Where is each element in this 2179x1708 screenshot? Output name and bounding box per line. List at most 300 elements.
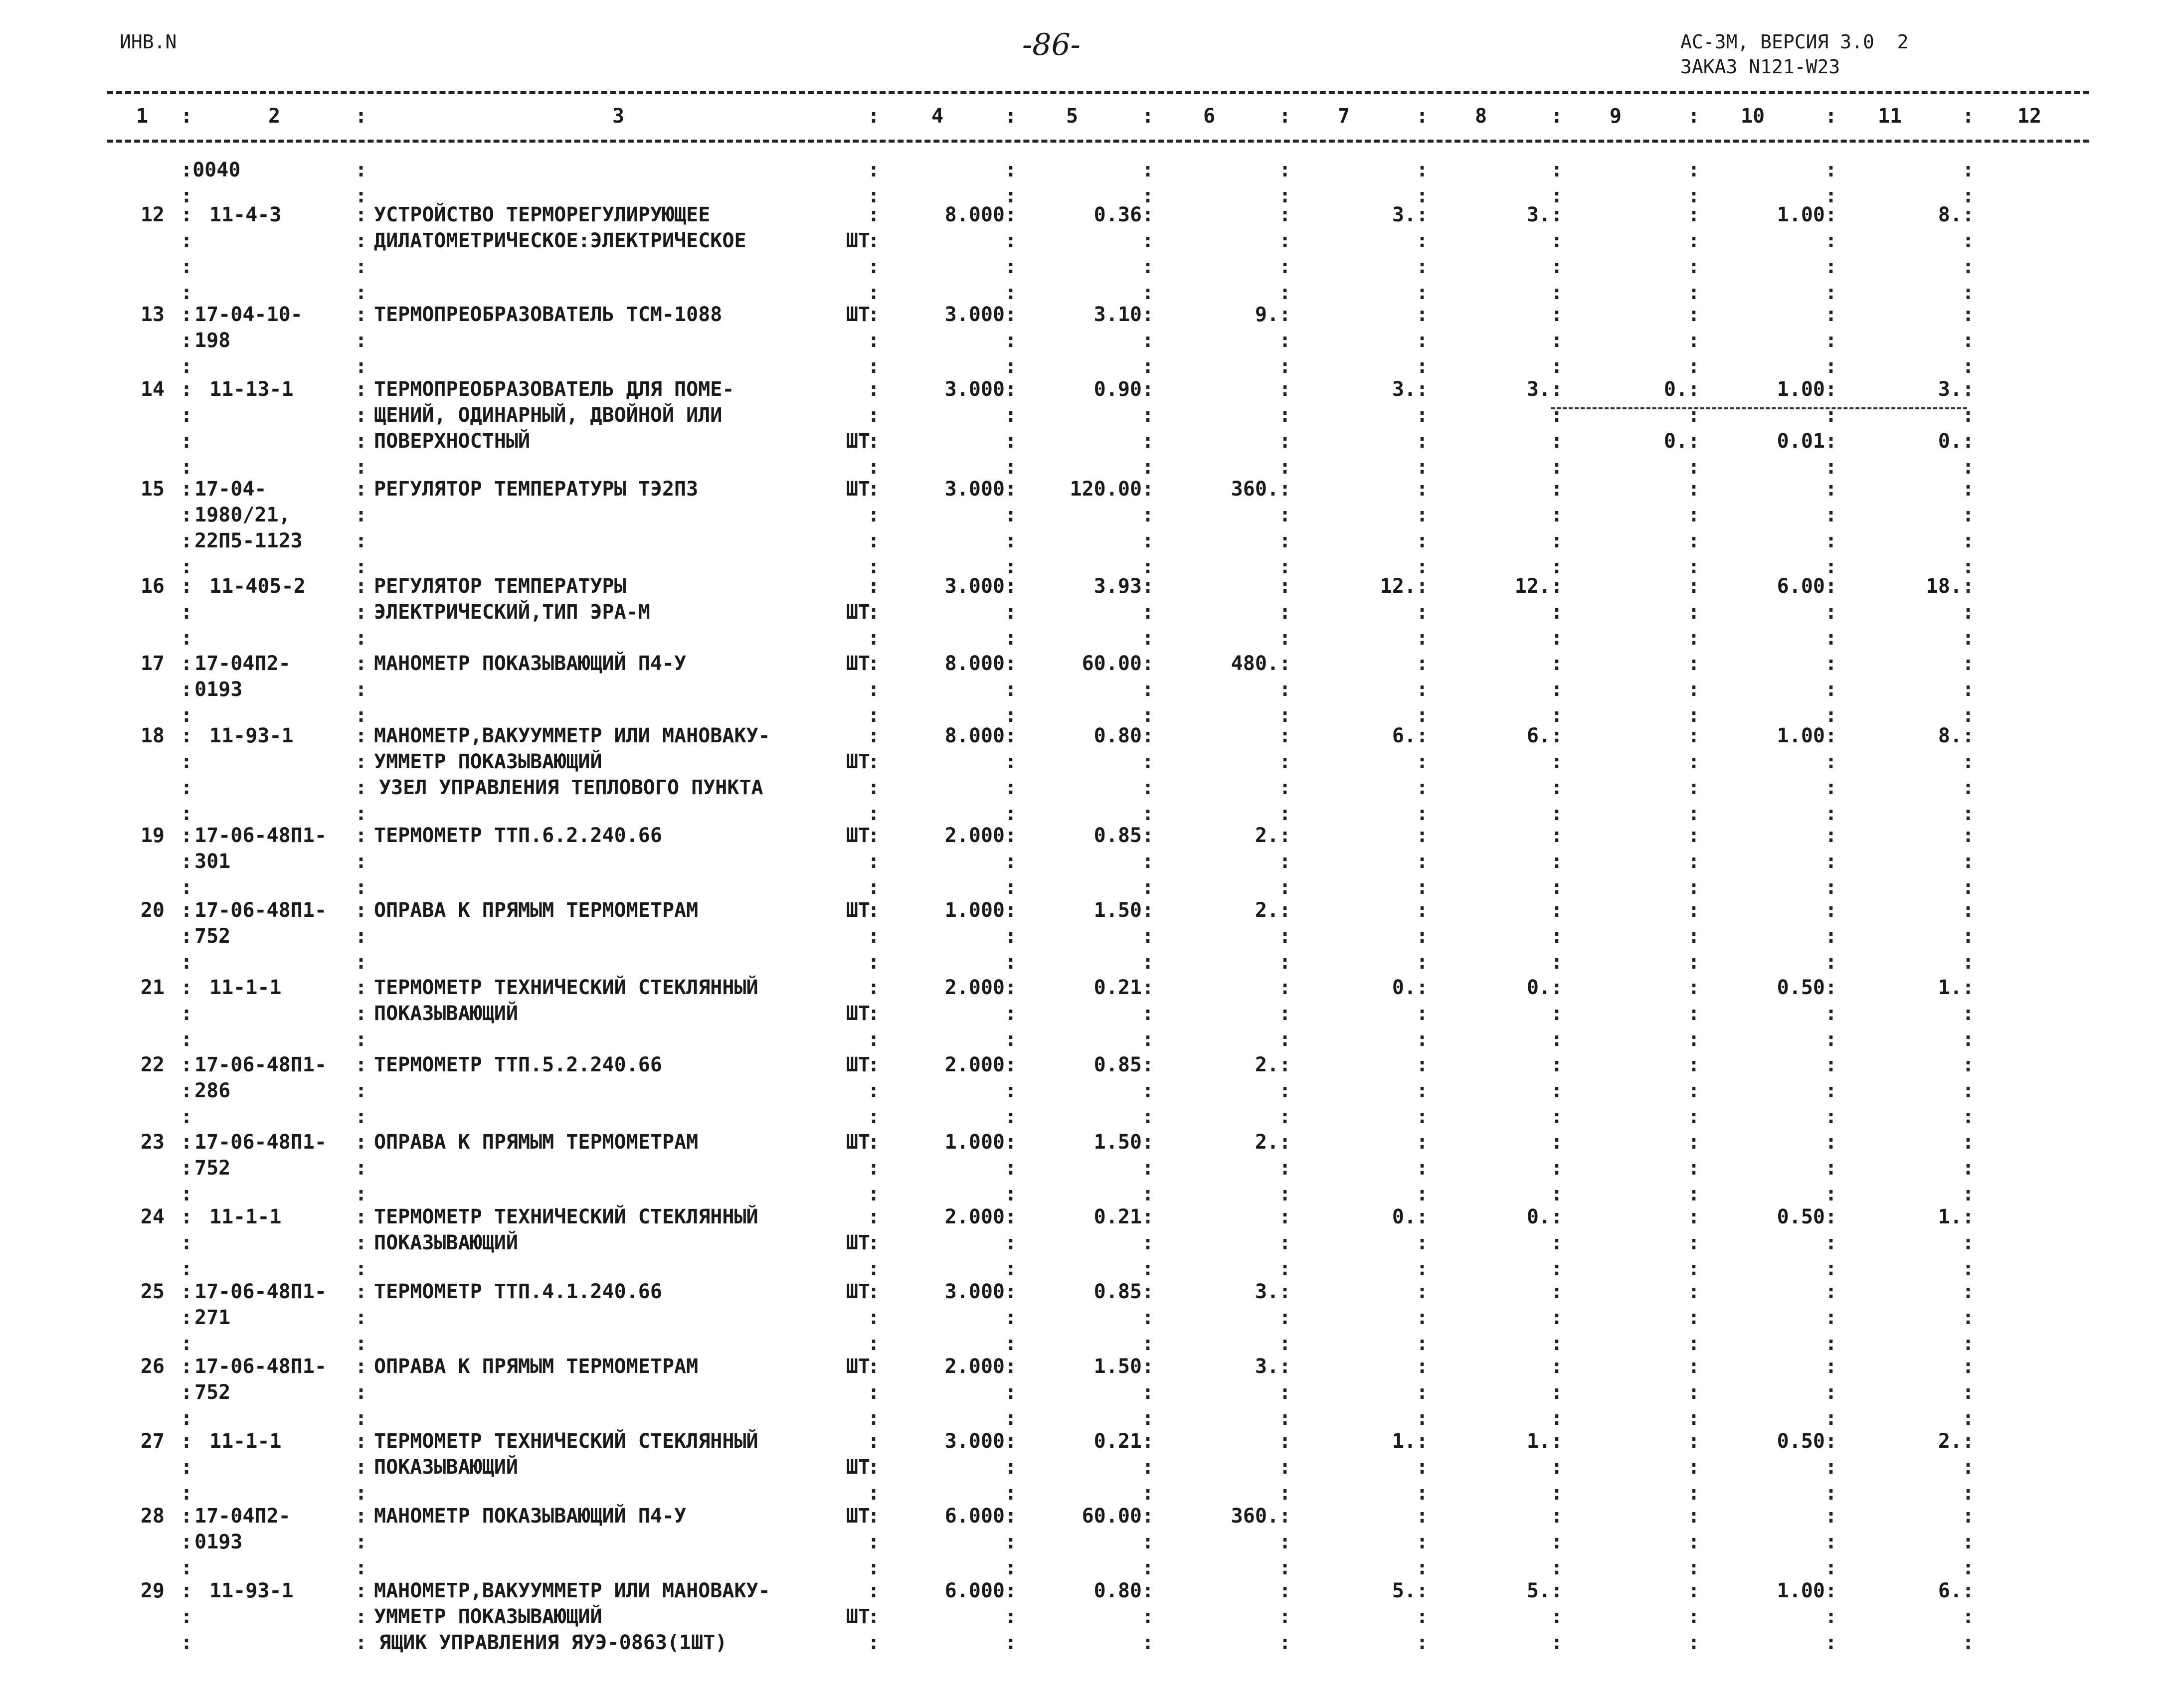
column-separator: : [181, 478, 193, 501]
column-separator: : [1005, 678, 1017, 701]
column-separator: : [181, 1131, 193, 1154]
row-unit: ШТ [846, 1131, 870, 1154]
column-separator: : [1825, 430, 1837, 453]
column-separator: : [1551, 1579, 1563, 1602]
column-separator: : [868, 1631, 880, 1654]
column-separator: : [1279, 555, 1291, 578]
column-separator: : [1551, 529, 1563, 552]
column-separator: : [181, 899, 193, 922]
column-separator: : [181, 1079, 193, 1102]
column-separator: : [1825, 1631, 1837, 1654]
column-separator: : [1551, 1053, 1563, 1076]
row-value-c11: 8. [1938, 724, 1962, 747]
row-description: ПОКАЗЫВАЮЩИЙ [374, 1456, 518, 1479]
column-separator: : [181, 504, 193, 526]
column-separator: : [1962, 704, 1975, 727]
column-separator: : [1688, 105, 1700, 128]
column-separator: : [1142, 1531, 1154, 1553]
column-separator: : [1962, 355, 1975, 378]
column-separator: : [1825, 824, 1837, 847]
column-separator: : [1416, 378, 1429, 401]
row-code: 17-06-48П1- [194, 1131, 327, 1154]
row-value-c7: 6. [1392, 724, 1416, 747]
column-separator: : [1825, 750, 1837, 773]
row-description: ТЕРМОМЕТР ТЕХНИЧЕСКИЙ СТЕКЛЯННЫЙ [374, 1430, 758, 1453]
column-separator: : [1416, 1556, 1429, 1579]
column-separator: : [1142, 1407, 1154, 1430]
column-separator: : [355, 1280, 367, 1303]
row-description: МАНОМЕТР,ВАКУУММЕТР ИЛИ МАНОВАКУ- [374, 1579, 770, 1602]
row-value-c11: 8. [1938, 203, 1962, 226]
row-value-c5: 1.50 [1093, 1131, 1142, 1154]
column-separator: : [1142, 1332, 1154, 1355]
column-separator: : [1279, 255, 1291, 278]
column-separator: : [1142, 899, 1154, 922]
column-separator: : [1279, 1157, 1291, 1180]
column-separator: : [1551, 159, 1563, 181]
column-separator: : [1005, 776, 1017, 799]
column-separator: : [1142, 1456, 1154, 1479]
column-separator: : [1688, 1605, 1700, 1628]
column-separator: : [1551, 430, 1563, 453]
row-value-c8: 5. [1526, 1579, 1551, 1602]
column-separator: : [1688, 329, 1700, 352]
column-separator: : [1005, 750, 1017, 773]
column-separator: : [868, 255, 880, 278]
column-separator: : [181, 1332, 193, 1355]
column-separator: : [1279, 159, 1291, 181]
column-separator: : [1142, 1105, 1154, 1128]
row-code: 17-04- [194, 478, 267, 501]
page-number: -86- [1022, 27, 1081, 62]
column-separator: : [1142, 575, 1154, 598]
column-separator: : [1551, 1605, 1563, 1628]
row-value-c10: 1.00 [1777, 378, 1825, 401]
column-separator: : [1688, 159, 1700, 181]
column-separator: : [1551, 1407, 1563, 1430]
column-separator: : [355, 105, 367, 128]
column-separator: : [181, 1257, 193, 1280]
row-value-c4: 3.000 [944, 1430, 1005, 1453]
column-separator: : [1416, 925, 1429, 948]
column-separator: : [1416, 456, 1429, 479]
column-separator: : [1279, 802, 1291, 825]
column-separator: : [1962, 1579, 1975, 1602]
column-separator: : [355, 555, 367, 578]
column-separator: : [1142, 925, 1154, 948]
column-separator: : [1142, 255, 1154, 278]
column-separator: : [1142, 1579, 1154, 1602]
column-separator: : [1825, 1280, 1837, 1303]
column-separator: : [181, 1482, 193, 1505]
column-separator: : [1142, 1556, 1154, 1579]
row-number: 12 [140, 203, 165, 226]
row-value-c10: 0.50 [1777, 1205, 1825, 1228]
column-separator: : [1416, 404, 1429, 427]
column-separator: : [1416, 430, 1429, 453]
column-separator: : [1416, 1456, 1429, 1479]
column-separator: : [181, 303, 193, 326]
row-description: МАНОМЕТР,ВАКУУММЕТР ИЛИ МАНОВАКУ- [374, 724, 770, 747]
column-header: 5 [1066, 105, 1079, 128]
column-separator: : [1279, 824, 1291, 847]
column-separator: : [1279, 1355, 1291, 1378]
column-separator: : [1416, 1280, 1429, 1303]
column-separator: : [1551, 1556, 1563, 1579]
row-code: 11-4-3 [209, 203, 282, 226]
column-separator: : [1551, 105, 1563, 128]
column-separator: : [1142, 776, 1154, 799]
column-separator: : [1825, 355, 1837, 378]
column-separator: : [1688, 627, 1700, 650]
column-separator: : [1142, 430, 1154, 453]
column-separator: : [868, 478, 880, 501]
row-description: ДИЛАТОМЕТРИЧЕСКОЕ:ЭЛЕКТРИЧЕСКОЕ [374, 229, 746, 252]
column-separator: : [868, 378, 880, 401]
column-separator: : [1551, 951, 1563, 974]
column-separator: : [1005, 1631, 1017, 1654]
column-separator: : [355, 1105, 367, 1128]
column-separator: : [355, 355, 367, 378]
column-separator: : [181, 575, 193, 598]
column-separator: : [1416, 1157, 1429, 1180]
column-separator: : [1416, 1079, 1429, 1102]
column-separator: : [1688, 976, 1700, 999]
column-separator: : [1688, 1482, 1700, 1505]
column-separator: : [355, 159, 367, 181]
row-description: УММЕТР ПОКАЗЫВАЮЩИЙ [374, 750, 602, 773]
column-separator: : [1688, 850, 1700, 873]
row-unit: ШТ [846, 1231, 870, 1254]
row-unit: ШТ [846, 824, 870, 847]
column-separator: : [1825, 1131, 1837, 1154]
column-separator: : [1688, 1505, 1700, 1528]
column-separator: : [1416, 802, 1429, 825]
column-separator: : [1825, 1028, 1837, 1051]
column-separator: : [1551, 281, 1563, 304]
row-number: 16 [140, 575, 165, 598]
column-separator: : [355, 430, 367, 453]
column-separator: : [1005, 601, 1017, 624]
column-separator: : [355, 1028, 367, 1051]
column-separator: : [181, 1579, 193, 1602]
row-code: 0193 [194, 678, 243, 701]
column-separator: : [1142, 951, 1154, 974]
column-separator: : [868, 105, 880, 128]
column-separator: : [1005, 355, 1017, 378]
column-separator: : [1551, 1028, 1563, 1051]
column-separator: : [1142, 1631, 1154, 1654]
column-separator: : [1962, 430, 1975, 453]
column-separator: : [181, 184, 193, 207]
row-description: УММЕТР ПОКАЗЫВАЮЩИЙ [374, 1605, 602, 1628]
column-separator: : [1279, 203, 1291, 226]
row-code: 17-06-48П1- [194, 899, 327, 922]
column-separator: : [355, 850, 367, 873]
column-separator: : [1416, 1257, 1429, 1280]
column-separator: : [1825, 329, 1837, 352]
row-unit: ШТ [846, 478, 870, 501]
row-value-c6: 2. [1255, 1131, 1279, 1154]
column-separator: : [1962, 1456, 1975, 1479]
row-unit: ШТ [846, 1053, 870, 1076]
column-separator: : [868, 404, 880, 427]
column-separator: : [1005, 1231, 1017, 1254]
column-separator: : [355, 529, 367, 552]
column-separator: : [1416, 1430, 1429, 1453]
column-separator: : [1142, 1430, 1154, 1453]
column-separator: : [1688, 478, 1700, 501]
column-separator: : [868, 850, 880, 873]
column-separator: : [1962, 776, 1975, 799]
column-separator: : [1688, 529, 1700, 552]
section-note: УЗЕЛ УПРАВЛЕНИЯ ТЕПЛОВОГО ПУНКТА [379, 776, 763, 799]
row-unit: ШТ [846, 303, 870, 326]
column-separator: : [181, 255, 193, 278]
row-value-c5: 0.85 [1093, 824, 1142, 847]
row-value-c4: 8.000 [944, 724, 1005, 747]
column-separator: : [1962, 1131, 1975, 1154]
column-separator: : [1962, 329, 1975, 352]
row-number: 29 [140, 1579, 165, 1602]
column-separator: : [1142, 1002, 1154, 1025]
column-separator: : [1688, 281, 1700, 304]
column-separator: : [1416, 355, 1429, 378]
row-code: 11-93-1 [209, 1579, 294, 1602]
column-separator: : [355, 378, 367, 401]
column-separator: : [355, 925, 367, 948]
column-separator: : [868, 159, 880, 181]
column-separator: : [1005, 976, 1017, 999]
column-separator: : [1551, 750, 1563, 773]
column-separator: : [181, 704, 193, 727]
column-separator: : [1005, 724, 1017, 747]
column-separator: : [1825, 976, 1837, 999]
row-value-c10: 1.00 [1777, 724, 1825, 747]
row-code: 17-06-48П1- [194, 1280, 327, 1303]
row-value-c4: 1.000 [944, 899, 1005, 922]
column-separator: : [1551, 404, 1563, 427]
column-separator: : [1825, 850, 1837, 873]
column-separator: : [1005, 1079, 1017, 1102]
column-header: 3 [612, 105, 625, 128]
column-separator: : [868, 951, 880, 974]
column-separator: : [1962, 229, 1975, 252]
column-separator: : [355, 1430, 367, 1453]
column-separator: : [1279, 529, 1291, 552]
column-separator: : [1005, 1556, 1017, 1579]
column-separator: : [1551, 1157, 1563, 1180]
column-separator: : [1416, 750, 1429, 773]
column-separator: : [1142, 652, 1154, 675]
column-header: 7 [1337, 105, 1350, 128]
row-unit: ШТ [846, 899, 870, 922]
column-separator: : [355, 1456, 367, 1479]
column-separator: : [1551, 456, 1563, 479]
column-separator: : [868, 1183, 880, 1205]
column-separator: : [1551, 1105, 1563, 1128]
column-separator: : [1551, 1231, 1563, 1254]
column-separator: : [1962, 105, 1975, 128]
column-separator: : [355, 750, 367, 773]
column-separator: : [1551, 504, 1563, 526]
column-separator: : [1416, 876, 1429, 899]
column-separator: : [1962, 478, 1975, 501]
row-number: 17 [140, 652, 165, 675]
column-separator: : [1962, 601, 1975, 624]
column-separator: : [355, 1407, 367, 1430]
column-separator: : [1551, 876, 1563, 899]
row-value-c8: 6. [1526, 724, 1551, 747]
column-separator: : [868, 1407, 880, 1430]
column-separator: : [181, 1280, 193, 1303]
column-separator: : [1688, 678, 1700, 701]
column-separator: : [181, 404, 193, 427]
column-separator: : [1688, 555, 1700, 578]
row-code: 0193 [194, 1531, 243, 1553]
column-separator: : [1962, 184, 1975, 207]
column-separator: : [181, 329, 193, 352]
column-separator: : [1962, 976, 1975, 999]
row-code: 11-405-2 [209, 575, 306, 598]
row-number: 27 [140, 1430, 165, 1453]
column-separator: : [1279, 404, 1291, 427]
column-separator: : [1279, 601, 1291, 624]
column-separator: : [1005, 1053, 1017, 1076]
column-separator: : [1688, 724, 1700, 747]
row-value-c10: 0.50 [1777, 976, 1825, 999]
column-separator: : [1279, 430, 1291, 453]
column-separator: : [1551, 1280, 1563, 1303]
column-separator: : [355, 504, 367, 526]
column-separator: : [181, 1407, 193, 1430]
column-separator: : [1005, 456, 1017, 479]
row-description: ТЕРМОМЕТР ТЕХНИЧЕСКИЙ СТЕКЛЯННЫЙ [374, 1205, 758, 1228]
column-separator: : [868, 704, 880, 727]
column-separator: : [868, 1280, 880, 1303]
column-separator: : [1551, 1482, 1563, 1505]
row-description: МАНОМЕТР ПОКАЗЫВАЮЩИЙ П4-У [374, 1505, 687, 1528]
column-separator: : [1825, 1306, 1837, 1329]
column-separator: : [355, 1482, 367, 1505]
column-separator: : [1005, 404, 1017, 427]
column-separator: : [1142, 281, 1154, 304]
column-separator: : [1279, 925, 1291, 948]
column-separator: : [1005, 1456, 1017, 1479]
column-separator: : [1279, 1332, 1291, 1355]
row-value-c8: 12. [1514, 575, 1551, 598]
column-separator: : [1279, 303, 1291, 326]
column-separator: : [1962, 1231, 1975, 1254]
row-unit: ШТ [846, 1002, 870, 1025]
column-separator: : [868, 1531, 880, 1553]
column-separator: : [1005, 1430, 1017, 1453]
column-separator: : [868, 303, 880, 326]
column-separator: : [1825, 203, 1837, 226]
row-value-c11: 1. [1938, 1205, 1962, 1228]
column-separator: : [1962, 899, 1975, 922]
column-separator: : [1005, 255, 1017, 278]
column-separator: : [181, 1231, 193, 1254]
row-value-c4: 2.000 [944, 1205, 1005, 1228]
column-separator: : [355, 776, 367, 799]
column-separator: : [1416, 1381, 1429, 1404]
row-value-c8: 0. [1526, 976, 1551, 999]
row-value-c4: 3.000 [944, 303, 1005, 326]
column-separator: : [1962, 824, 1975, 847]
column-separator: : [1279, 1381, 1291, 1404]
column-separator: : [1688, 1407, 1700, 1430]
column-separator: : [1962, 555, 1975, 578]
row-code: 752 [194, 1157, 231, 1180]
column-separator: : [868, 355, 880, 378]
column-separator: : [181, 1556, 193, 1579]
column-separator: : [1005, 1002, 1017, 1025]
row-value-c11b: 0. [1938, 430, 1962, 453]
column-separator: : [1416, 1355, 1429, 1378]
row-number: 28 [140, 1505, 165, 1528]
column-separator: : [1416, 678, 1429, 701]
column-separator: : [1142, 850, 1154, 873]
column-separator: : [1416, 724, 1429, 747]
column-separator: : [868, 652, 880, 675]
column-separator: : [1142, 601, 1154, 624]
column-separator: : [181, 976, 193, 999]
column-separator: : [868, 1556, 880, 1579]
column-separator: : [1551, 1002, 1563, 1025]
column-separator: : [1279, 281, 1291, 304]
column-separator: : [1005, 1028, 1017, 1051]
column-separator: : [1825, 1556, 1837, 1579]
column-separator: : [868, 601, 880, 624]
column-separator: : [1551, 1079, 1563, 1102]
column-separator: : [1825, 1579, 1837, 1602]
column-separator: : [181, 456, 193, 479]
column-separator: : [355, 1257, 367, 1280]
row-value-c11: 3. [1938, 378, 1962, 401]
column-separator: : [1962, 1306, 1975, 1329]
column-separator: : [355, 1183, 367, 1205]
row-description: ТЕРМОМЕТР ТЕХНИЧЕСКИЙ СТЕКЛЯННЫЙ [374, 976, 758, 999]
row-code: 11-1-1 [209, 1430, 282, 1453]
column-separator: : [1688, 802, 1700, 825]
column-separator: : [181, 724, 193, 747]
column-separator: : [1551, 355, 1563, 378]
column-separator: : [1962, 1205, 1975, 1228]
row-value-c10: 6.00 [1777, 575, 1825, 598]
row-description: ОПРАВА К ПРЯМЫМ ТЕРМОМЕТРАМ [374, 899, 699, 922]
column-separator: : [868, 802, 880, 825]
column-separator: : [1005, 281, 1017, 304]
column-separator: : [868, 430, 880, 453]
column-separator: : [1962, 1505, 1975, 1528]
column-separator: : [1279, 951, 1291, 974]
column-separator: : [1962, 876, 1975, 899]
column-separator: : [1005, 704, 1017, 727]
column-separator: : [1688, 1079, 1700, 1102]
column-separator: : [1551, 850, 1563, 873]
column-separator: : [1962, 255, 1975, 278]
column-separator: : [1005, 478, 1017, 501]
row-value-c6: 480. [1231, 652, 1279, 675]
row-value-c7: 1. [1392, 1430, 1416, 1453]
column-separator: : [868, 1231, 880, 1254]
column-separator: : [1688, 704, 1700, 727]
column-separator: : [1962, 1079, 1975, 1102]
column-separator: : [1416, 281, 1429, 304]
column-header: 6 [1203, 105, 1216, 128]
column-separator: : [1688, 1183, 1700, 1205]
